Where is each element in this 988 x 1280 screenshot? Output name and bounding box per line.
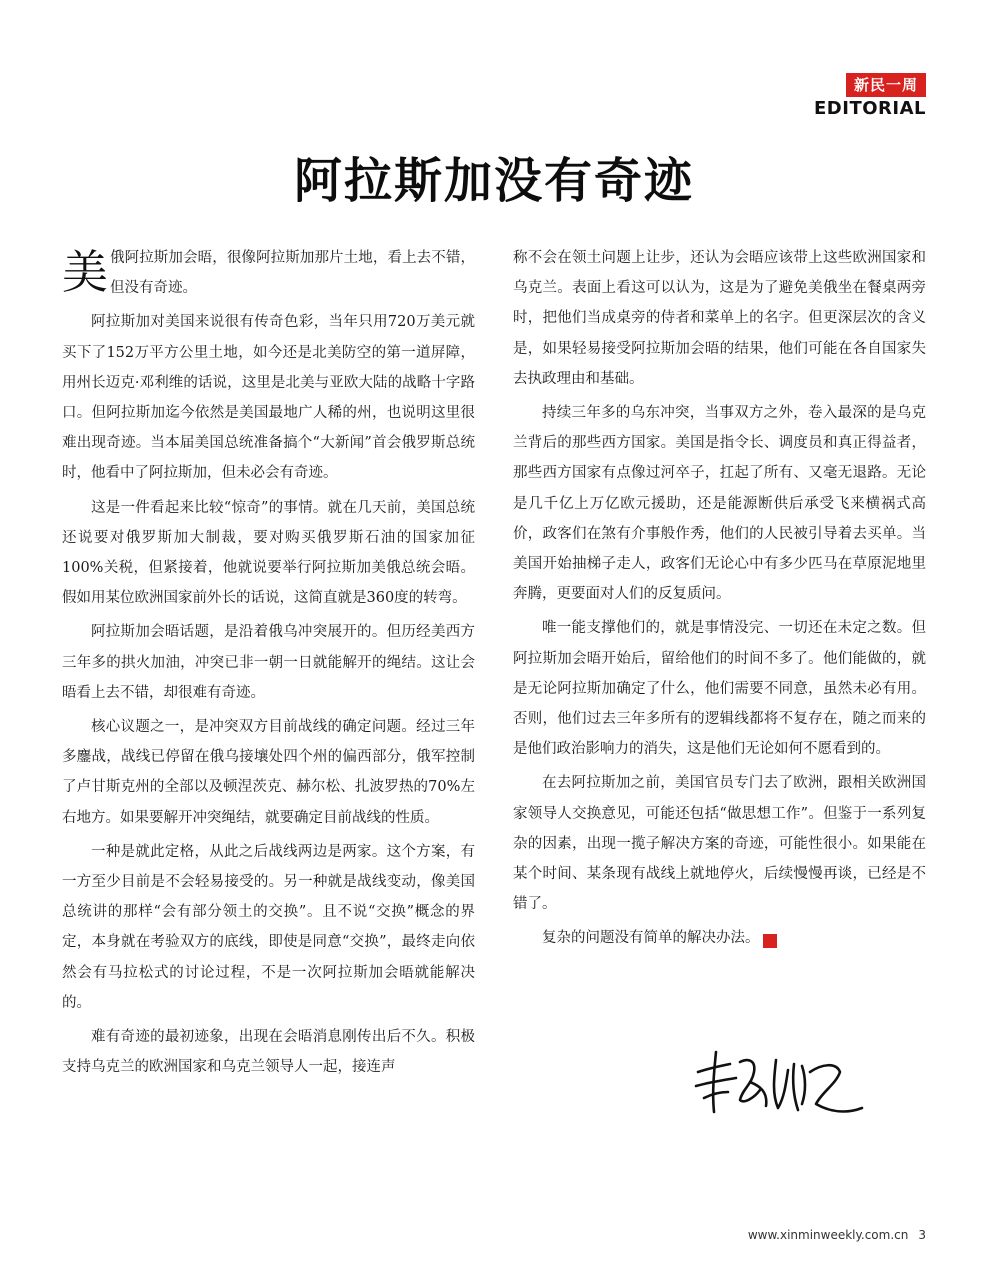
article-paragraph: 阿拉斯加会晤话题，是沿着俄乌冲突展开的。但历经美西方三年多的拱火加油，冲突已非一朝一日就能解开的绳结。这让会晤看上去不错，却很难有奇迹。 bbox=[62, 624, 475, 701]
article-column-left bbox=[62, 243, 475, 1086]
article-title: 阿拉斯加没有奇迹 bbox=[293, 153, 694, 209]
article-paragraph: 核心议题之一，是冲突双方目前战线的确定问题。经过三年多鏖战，战线已停留在俄乌接壤处四个州的偏西部分，俄军控制了卢甘斯克州的全部以及顿涅茨克、赫尔松、扎波罗热的70%左右地方。如果要解开冲突绳结，就要确定目前战线的性质。 bbox=[62, 719, 475, 826]
brand-logo: 新民一周 bbox=[846, 73, 926, 97]
article-paragraph: 称不会在领土问题上让步，还认为会晤应该带上这些欧洲国家和乌克兰。表面上看这可以认为，这是为了避免美俄坐在餐桌两旁时，把他们当成桌旁的侍者和菜单上的名字。但更深层次的含义是，如果轻易接受阿拉斯加会晤的结果，他们可能在各自国家失去执政理由和基础。 bbox=[513, 250, 926, 387]
article-column-right bbox=[513, 243, 926, 958]
article-paragraph: 复杂的问题没有简单的解决办法。 民 bbox=[542, 930, 802, 947]
drop-cap: 美 bbox=[62, 245, 108, 299]
article-paragraph: 一种是就此定格，从此之后战线两边是两家。这个方案，有一方至少目前是不会轻易接受的。另一种就是战线变动，像美国总统讲的那样“会有部分领土的交换”。且不说“交换”概念的界定，本身就在考验双方的底线，即使是同意“交换”，最终走向依然会有马拉松式的讨论过程，不是一次阿拉斯加会晤就能解决的。 bbox=[62, 843, 475, 1011]
article-paragraph: 唯一能支撑他们的，就是事情没完、一切还在未定之数。但阿拉斯加会晤开始后，留给他们的时间不多了。他们能做的，就是无论阿拉斯加确定了什么，他们需要不同意，虽然未必有用。否则，他们过去三年多所有的逻辑线都将不复存在，随之而来的是他们政治影响力的消失，这是他们无论如何不愿看到的。 bbox=[513, 620, 926, 758]
masthead bbox=[786, 73, 926, 120]
author-signature bbox=[690, 1042, 870, 1120]
article-paragraph: 美俄阿拉斯加会晤，很像阿拉斯加那片土地，看上去不错，但没有奇迹。 bbox=[62, 245, 475, 299]
article-paragraph: 在去阿拉斯加之前，美国官员专门去了欧洲，跟相关欧洲国家领导人交换意见，可能还包括“做思想工作”。但鉴于一系列复杂的因素，出现一揽子解决方案的奇迹，可能性很小。如果能在某个时间、某条现有战线上就地停火，后续慢慢再谈，已经是不错了。 bbox=[513, 775, 926, 913]
article-paragraph: 难有奇迹的最初迹象，出现在会晤消息刚传出后不久。积极支持乌克兰的欧洲国家和乌克兰领导人一起，接连声 bbox=[62, 1029, 475, 1076]
end-mark-icon: 民 bbox=[763, 934, 777, 948]
page-footer bbox=[748, 1226, 926, 1244]
article-paragraph: 持续三年多的乌东冲突，当事双方之外，卷入最深的是乌克兰背后的那些西方国家。美国是指令长、调度员和真正得益者，那些西方国家有点像过河卒子，扛起了所有、又毫无退路。无论是几千亿上万亿欧元援助，还是能源断供后承受飞来横祸式高价，政客们在煞有介事般作秀，他们的人民被引导着去买单。当美国开始抽梯子走人，政客们无论心中有多少匹马在草原泥地里奔腾，更要面对人们的反复质问。 bbox=[513, 405, 926, 603]
page-number: 3 bbox=[918, 1228, 926, 1242]
article-paragraph: 阿拉斯加对美国来说很有传奇色彩，当年只用720万美元就买下了152万平方公里土地，如今还是北美防空的第一道屏障，用州长迈克·邓利维的话说，这里是北美与亚欧大陆的战略十字路口。但阿拉斯加迄今依然是美国最地广人稀的州，也说明这里很难出现奇迹。当本届美国总统准备搞个“大新闻”首会俄罗斯总统时，他看中了阿拉斯加，但未必会有奇迹。 bbox=[62, 314, 475, 482]
section-label: EDITORIAL bbox=[814, 98, 926, 119]
footer-url: www.xinminweekly.com.cn bbox=[747, 1228, 909, 1242]
article-paragraph: 这是一件看起来比较“惊奇”的事情。就在几天前，美国总统还说要对俄罗斯加大制裁，要对购买俄罗斯石油的国家加征100%关税，但紧接着，他就说要举行阿拉斯加美俄总统会晤。假如用某位欧洲国家前外长的话说，这简直就是360度的转弯。 bbox=[62, 499, 475, 607]
